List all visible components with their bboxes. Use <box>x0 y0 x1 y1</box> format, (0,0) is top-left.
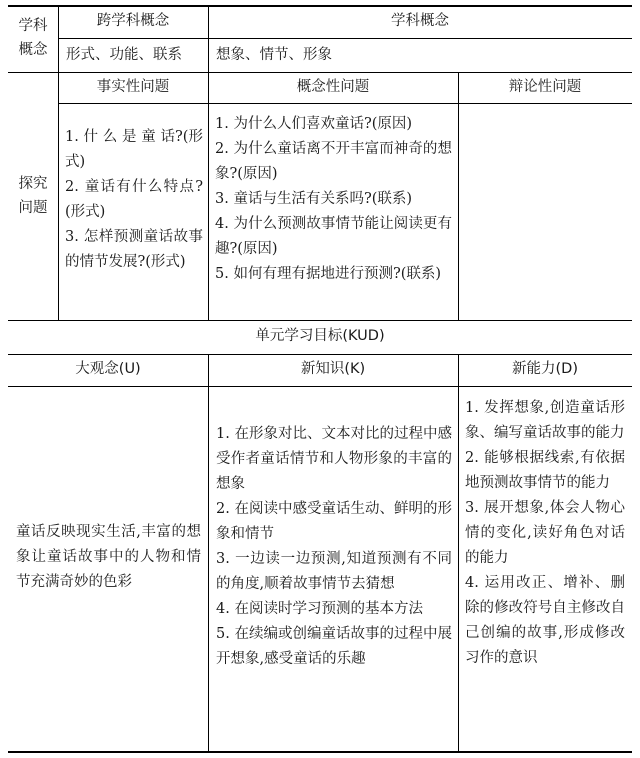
header-text: 跨学科概念 <box>96 13 170 29</box>
conceptual-question-header <box>208 75 458 100</box>
inquiry-question-row-label <box>12 172 54 220</box>
row-divider <box>8 320 632 321</box>
big-idea-header <box>8 357 208 382</box>
kud-title <box>8 324 632 349</box>
column-divider <box>208 72 209 320</box>
list-item: 2. 为什么童话离不开丰富而神奇的想象?(原因) <box>215 141 452 182</box>
header-text: 新知识(K) <box>300 361 366 377</box>
header-text: 概念性问题 <box>296 79 370 95</box>
header-text: 事实性问题 <box>96 79 170 95</box>
header-text: 学科概念 <box>391 13 449 29</box>
subject-concept-value <box>216 43 616 68</box>
cell-text: 童话反映现实生活,丰富的想象让童话故事中的人物和情节充满奇妙的色彩 <box>16 524 201 590</box>
cell-text: 形式、功能、联系 <box>66 47 182 63</box>
list-item: 3. 展开想象,体会人物心情的变化,读好角色对话的能力 <box>465 500 625 566</box>
row-divider <box>8 72 632 73</box>
list-item: 3. 一边读一边预测,知道预测有不同的角度,顺着故事情节去猜想 <box>216 551 452 592</box>
table-top-border <box>8 5 632 7</box>
column-divider <box>58 5 59 320</box>
new-knowledge-header <box>208 357 458 382</box>
table-bottom-border <box>8 751 632 753</box>
list-item: 2. 童话有什么特点?(形式) <box>65 179 203 220</box>
list-item: 5. 如何有理有据地进行预测?(联系) <box>215 266 442 282</box>
new-ability-list <box>465 396 625 671</box>
list-item: 5. 在续编或创编童话故事的过程中展开想象,感受童话的乐趣 <box>216 626 452 667</box>
list-item: 3. 童话与生活有关系吗?(联系) <box>215 191 413 207</box>
row-label-text: 学科概念 <box>18 18 48 58</box>
new-knowledge-list <box>216 422 452 672</box>
big-idea-text <box>16 520 201 595</box>
column-divider <box>458 354 459 751</box>
row-divider <box>8 386 632 387</box>
list-item: 1. 发挥想象,创造童话形象、编写童话故事的能力 <box>465 400 625 441</box>
row-divider <box>58 103 632 104</box>
header-text: 辩论性问题 <box>508 79 582 95</box>
factual-question-header <box>58 75 208 100</box>
row-divider <box>8 354 632 355</box>
list-item: 3. 怎样预测童话故事的情节发展?(形式) <box>65 229 203 270</box>
row-divider <box>58 38 632 39</box>
subject-concept-row-label <box>12 14 54 62</box>
column-divider <box>208 354 209 751</box>
cell-text: 想象、情节、形象 <box>216 47 332 63</box>
list-item: 1. 为什么人们喜欢童话?(原因) <box>215 116 413 132</box>
row-label-text: 探究问题 <box>18 176 48 216</box>
cross-discipline-concept-header <box>58 9 208 34</box>
header-text: 大观念(U) <box>75 361 141 377</box>
list-item: 4. 在阅读时学习预测的基本方法 <box>216 601 423 617</box>
column-divider <box>458 72 459 320</box>
list-item: 2. 在阅读中感受童话生动、鲜明的形象和情节 <box>216 501 452 542</box>
debate-question-header <box>458 75 632 100</box>
header-text: 新能力(D) <box>512 361 578 377</box>
list-item: 4. 运用改正、增补、删除的修改符号自主修改自己创编的故事,形成修改习作的意识 <box>465 575 625 666</box>
cross-discipline-concept-value <box>66 43 206 68</box>
list-item: 1. 在形象对比、文本对比的过程中感受作者童话情节和人物形象的丰富的想象 <box>216 426 452 492</box>
conceptual-question-list <box>215 112 452 287</box>
list-item: 1. 什 么 是 童 话?(形式) <box>65 129 203 170</box>
debate-question-cell <box>464 112 624 312</box>
new-ability-header <box>458 357 632 382</box>
section-title-text: 单元学习目标(KUD) <box>255 328 385 344</box>
subject-concept-header <box>208 9 632 34</box>
factual-question-list <box>65 125 203 275</box>
list-item: 2. 能够根据线索,有依据地预测故事情节的能力 <box>465 450 625 491</box>
list-item: 4. 为什么预测故事情节能让阅读更有趣?(原因) <box>215 216 452 257</box>
